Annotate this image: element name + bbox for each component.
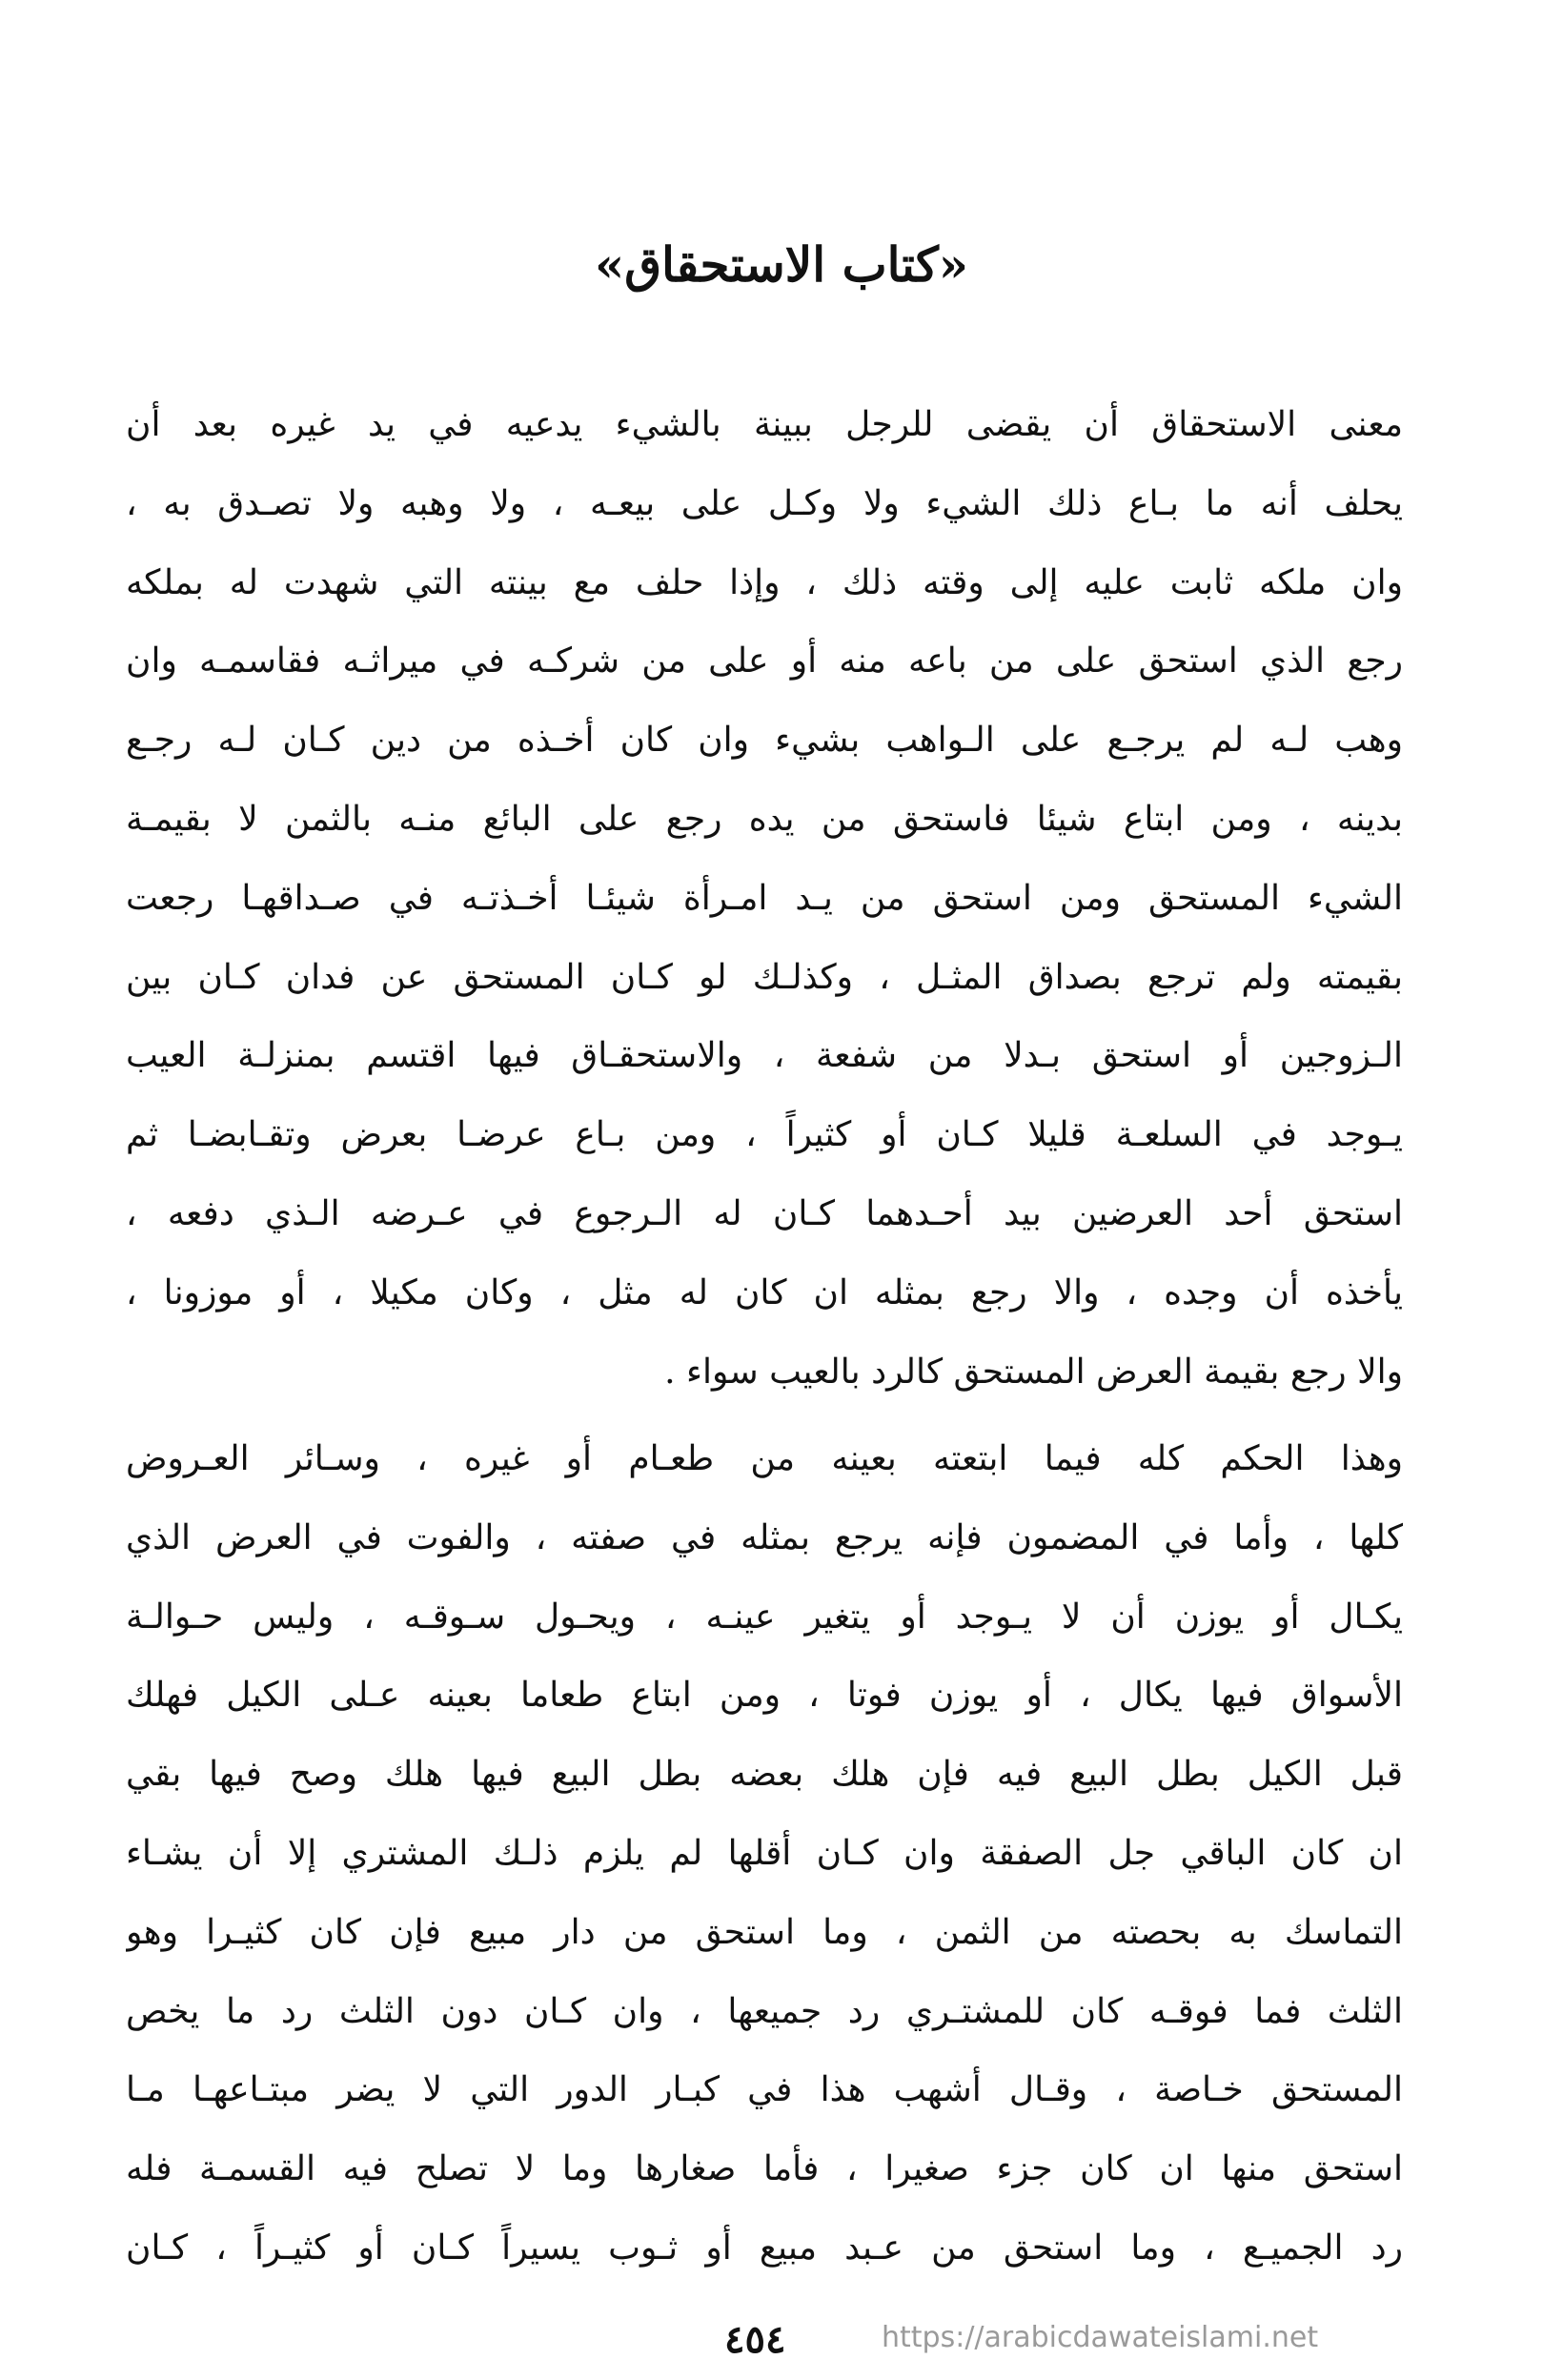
text-line: الـزوجين أو استحق بـدلا من شفعة ، والاستحقـاق فيها اقتسم بمنزلـة العيب xyxy=(126,1036,1403,1076)
page-footer xyxy=(0,2311,1563,2369)
text-line: استحق أحد العرضين بيد أحـدهما كـان له الـرجوع في عـرضه الـذي دفعه ، xyxy=(126,1193,1403,1233)
page-number: ٤٥٤ xyxy=(724,2317,786,2362)
text-line: وان ملكه ثابت عليه إلى وقته ذلك ، وإذا حلف مع بينته التي شهدت له بملكه xyxy=(126,562,1403,602)
text-line: ان كان الباقي جل الصفقة وان كـان أقلها لم يلزم ذلـك المشتري إلا أن يشـاء xyxy=(126,1833,1403,1873)
text-line: كلها ، وأما في المضمون فإنه يرجع بمثله في صفته ، والفوت في العرض الذي xyxy=(126,1517,1403,1557)
text-line: التماسك به بحصته من الثمن ، وما استحق من دار مبيع فإن كان كثيـرا وهو xyxy=(126,1912,1403,1952)
text-line: يكـال أو يوزن أن لا يـوجد أو يتغير عينـه ، ويحـول سـوقـه ، وليس حـوالـة xyxy=(126,1597,1403,1637)
text-line: الشيء المستحق ومن استحق من يـد امـرأة شيئـا أخـذتـه في صـداقهـا رجعت xyxy=(126,878,1403,918)
text-line: استحق منها ان كان جزء صغيرا ، فأما صغارها وما لا تصلح فيه القسمـة فله xyxy=(126,2149,1403,2189)
text-line: رجع الذي استحق على من باعه منه أو على من شركـه في ميراثـه فقاسمـه وان xyxy=(126,641,1403,681)
watermark-url: https://arabicdawateislami.net xyxy=(882,2321,1319,2354)
text-line: الأسواق فيها يكال ، أو يوزن فوتا ، ومن ابتاع طعاما بعينه عـلى الكيل فهلك xyxy=(126,1676,1403,1716)
text-line: والا رجع بقيمة العرض المستحق كالرد بالعيب سواء . xyxy=(664,1352,1403,1392)
text-line: المستحق خـاصة ، وقـال أشهب هذا في كبـار الدور التي لا يضر مبتـاعهـا مـا xyxy=(126,2070,1403,2110)
text-line: رد الجميـع ، وما استحق من عـبد مبيع أو ثـوب يسيراً كـان أو كثيـراً ، كـان xyxy=(126,2227,1403,2268)
text-line: يحلف أنه ما بـاع ذلك الشيء ولا وكـل على بيعـه ، ولا وهبه ولا تصـدق به ، xyxy=(126,483,1403,523)
text-line: معنى الاستحقاق أن يقضى للرجل ببينة بالشيء يدعيه في يد غيره بعد أن xyxy=(126,405,1403,444)
text-line: وهب لـه لم يرجـع على الـواهب بشيء وان كان أخـذه من دين كـان لـه رجـع xyxy=(126,721,1403,761)
text-line: وهذا الحكم كله فيما ابتعته بعينه من طعـام أو غيره ، وسـائر العـروض xyxy=(126,1439,1403,1478)
chapter-title: «كتاب الاستحقاق» xyxy=(594,236,969,293)
paragraph-1 xyxy=(126,386,1403,1412)
text-line: يأخذه أن وجده ، والا رجع بمثله ان كان له مثل ، وكان مكيلا ، أو موزونا ، xyxy=(126,1272,1403,1312)
text-line: الثلث فما فوقـه كان للمشتـري رد جميعها ، وان كـان دون الثلث رد ما يخص xyxy=(126,1991,1403,2031)
paragraph-2 xyxy=(126,1420,1403,2288)
text-line: بقيمته ولم ترجع بصداق المثـل ، وكذلـك لو كـان المستحق عن فدان كـان بين xyxy=(126,957,1403,997)
text-line: بدينه ، ومن ابتاع شيئا فاستحق من يده رجع على البائع منـه بالثمن لا بقيمـة xyxy=(126,799,1403,839)
text-line: قبل الكيل بطل البيع فيه فإن هلك بعضه بطل البيع فيها هلك وصح فيها بقي xyxy=(126,1755,1403,1795)
text-line: يـوجد في السلعـة قليلا كـان أو كثيراً ، ومن بـاع عرضـا بعرض وتقـابضـا ثم xyxy=(126,1115,1403,1155)
